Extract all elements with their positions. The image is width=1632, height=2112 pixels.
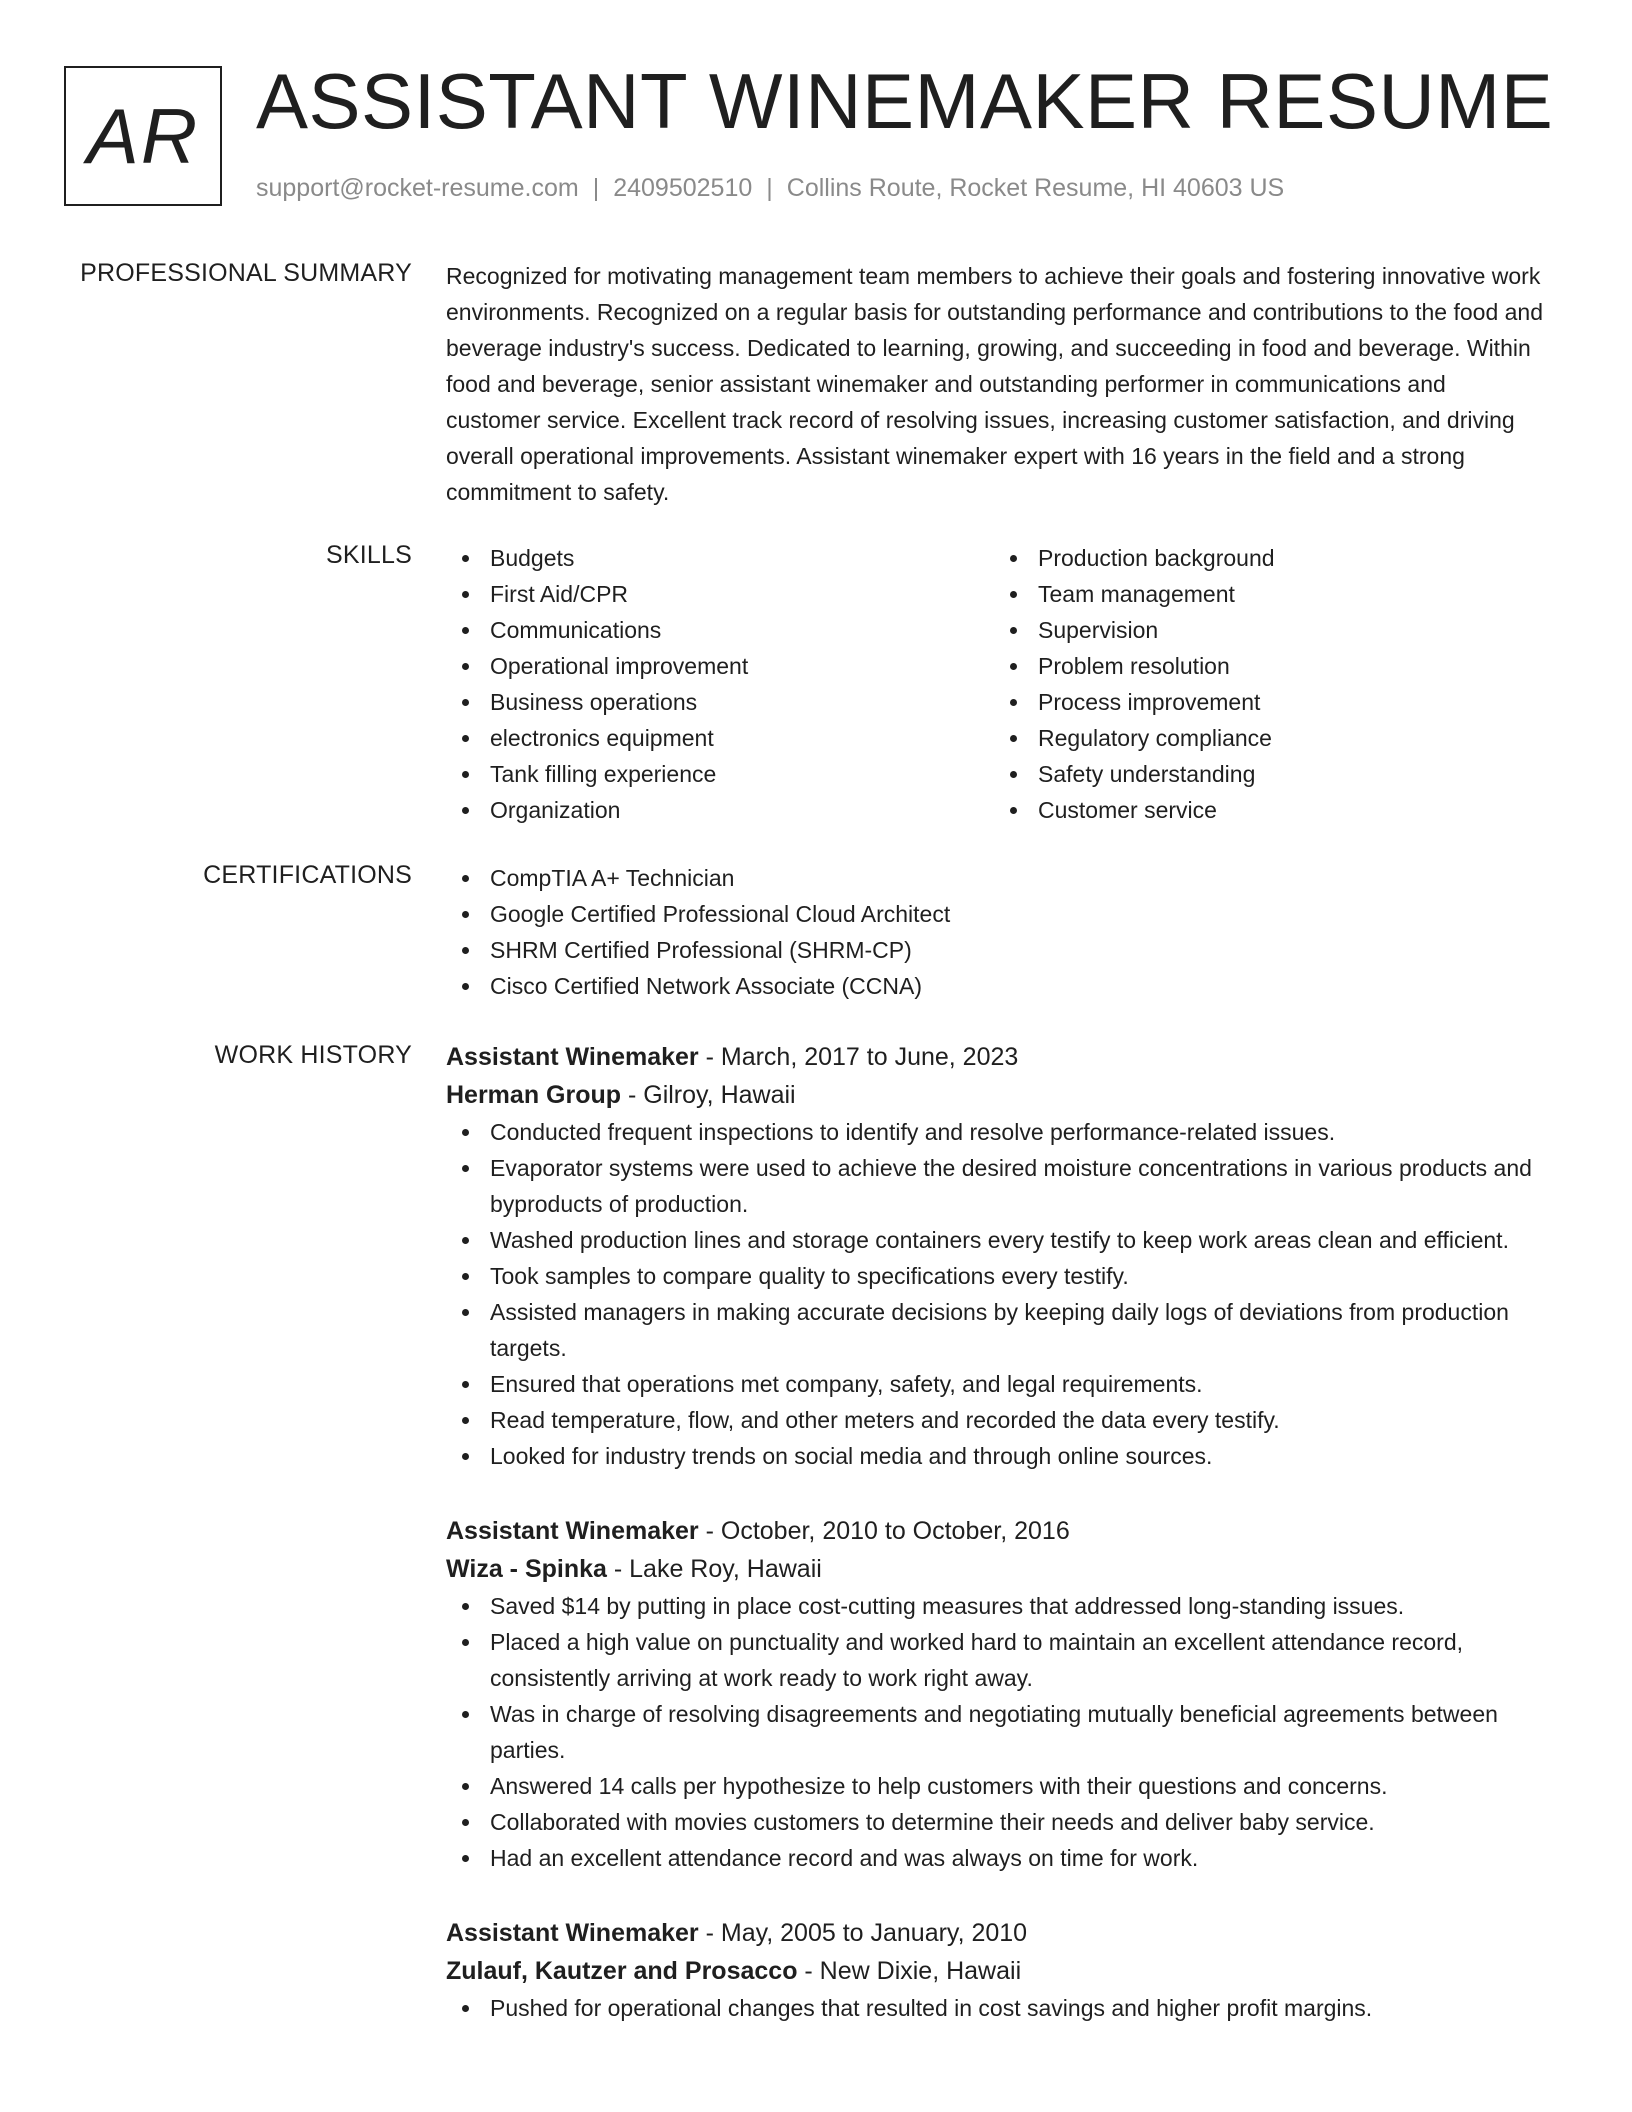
contact-line [256, 174, 1284, 203]
job-duty: Had an excellent attendance record and was always on time for work. [446, 1840, 1546, 1876]
job-title-line [446, 1512, 1546, 1550]
contact-phone[interactable]: 2409502510 [613, 174, 753, 202]
monogram-badge [64, 66, 222, 206]
job-duty: Saved $14 by putting in place cost-cutting measures that addressed long-standing issues. [446, 1588, 1546, 1624]
skill-item: Business operations [446, 684, 994, 720]
certifications-section [446, 860, 1546, 1004]
job-duty: Answered 14 calls per hypothesize to help customers with their questions and concerns. [446, 1768, 1546, 1804]
certification-item: SHRM Certified Professional (SHRM-CP) [446, 932, 1546, 968]
section-label-certifications: CERTIFICATIONS [203, 861, 412, 889]
page-title: ASSISTANT WINEMAKER RESUME [256, 57, 1554, 145]
job-title: Assistant Winemaker [446, 1919, 699, 1947]
job-duty: Took samples to compare quality to specifications every testify. [446, 1258, 1546, 1294]
job-location: - New Dixie, Hawaii [797, 1957, 1022, 1985]
skill-item: Tank filling experience [446, 756, 994, 792]
job-duty: Looked for industry trends on social media and through online sources. [446, 1438, 1546, 1474]
job-company-line [446, 1952, 1546, 1990]
job-duties-list [446, 1588, 1546, 1876]
skill-item: Process improvement [994, 684, 1542, 720]
job-company: Herman Group [446, 1081, 622, 1109]
job-location: - Gilroy, Hawaii [621, 1081, 796, 1109]
job-dates: - October, 2010 to October, 2016 [698, 1517, 1070, 1545]
skills-list-right [994, 540, 1542, 828]
job-title-line [446, 1038, 1546, 1076]
skill-item: Operational improvement [446, 648, 994, 684]
job-entry [446, 1914, 1546, 2026]
skill-item: Safety understanding [994, 756, 1542, 792]
work-history-section [446, 1038, 1546, 2026]
job-title: Assistant Winemaker [446, 1043, 699, 1071]
skill-item: Customer service [994, 792, 1542, 828]
monogram-initials: AR [86, 91, 200, 180]
skill-item: Supervision [994, 612, 1542, 648]
skill-item: electronics equipment [446, 720, 994, 756]
job-duties-list [446, 1990, 1546, 2026]
job-company: Zulauf, Kautzer and Prosacco [446, 1957, 798, 1985]
skill-item: Budgets [446, 540, 994, 576]
certification-item: Cisco Certified Network Associate (CCNA) [446, 968, 1546, 1004]
contact-address: Collins Route, Rocket Resume, HI 40603 US [786, 174, 1285, 202]
job-duty: Collaborated with movies customers to determine their needs and deliver baby service. [446, 1804, 1546, 1840]
certifications-list [446, 860, 1546, 1004]
job-duty: Assisted managers in making accurate decisions by keeping daily logs of deviations from production targets. [446, 1294, 1546, 1366]
contact-separator: | [766, 174, 773, 202]
certification-item: Google Certified Professional Cloud Architect [446, 896, 1546, 932]
job-company-line [446, 1076, 1546, 1114]
job-dates: - May, 2005 to January, 2010 [698, 1919, 1028, 1947]
job-duty: Conducted frequent inspections to identify and resolve performance-related issues. [446, 1114, 1546, 1150]
job-duty: Evaporator systems were used to achieve the desired moisture concentrations in various products and byproducts of production. [446, 1150, 1546, 1222]
job-duty: Pushed for operational changes that resulted in cost savings and higher profit margins. [446, 1990, 1546, 2026]
job-entry [446, 1512, 1546, 1876]
job-duty: Washed production lines and storage containers every testify to keep work areas clean and efficient. [446, 1222, 1546, 1258]
job-duty: Read temperature, flow, and other meters and recorded the data every testify. [446, 1402, 1546, 1438]
skill-item: Production background [994, 540, 1542, 576]
skill-item: Communications [446, 612, 994, 648]
skill-item: Organization [446, 792, 994, 828]
job-duty: Was in charge of resolving disagreements and negotiating mutually beneficial agreements between parties. [446, 1696, 1546, 1768]
skills-section [446, 540, 1546, 828]
job-duty: Ensured that operations met company, safety, and legal requirements. [446, 1366, 1546, 1402]
section-label-skills: SKILLS [326, 541, 412, 569]
job-location: - Lake Roy, Hawaii [606, 1555, 822, 1583]
job-duty: Placed a high value on punctuality and worked hard to maintain an excellent attendance record, consistently arriving at work ready to work right away. [446, 1624, 1546, 1696]
skill-item: Team management [994, 576, 1542, 612]
job-entry [446, 1038, 1546, 1474]
job-title-line [446, 1914, 1546, 1952]
contact-separator: | [592, 174, 600, 202]
summary-text: Recognized for motivating management team members to achieve their goals and fostering innovative work environments. Recognized on a regular basis for outstanding performance and contributions to the food and beverage industry's success. Dedicated to learning, growing, and succeeding in food and beverage. Within food and beverage, senior assistant winemaker and outstanding performer in communications and customer service. Excellent track record of resolving issues, increasing customer satisfaction, and driving overall operational improvements. Assistant winemaker expert with 16 years in the field and a strong commitment to safety. [446, 263, 1544, 505]
skills-list-left [446, 540, 994, 828]
contact-email[interactable]: support@rocket-resume.com [256, 174, 579, 202]
job-duties-list [446, 1114, 1546, 1474]
skill-item: First Aid/CPR [446, 576, 994, 612]
skill-item: Regulatory compliance [994, 720, 1542, 756]
certification-item: CompTIA A+ Technician [446, 860, 1546, 896]
job-title: Assistant Winemaker [446, 1517, 699, 1545]
skills-grid [446, 540, 1546, 828]
job-company-line [446, 1550, 1546, 1588]
section-label-summary: PROFESSIONAL SUMMARY [80, 259, 412, 287]
job-company: Wiza - Spinka [446, 1555, 607, 1583]
skill-item: Problem resolution [994, 648, 1542, 684]
summary-section [446, 258, 1546, 510]
job-dates: - March, 2017 to June, 2023 [698, 1043, 1019, 1071]
section-label-work-history: WORK HISTORY [214, 1041, 412, 1069]
